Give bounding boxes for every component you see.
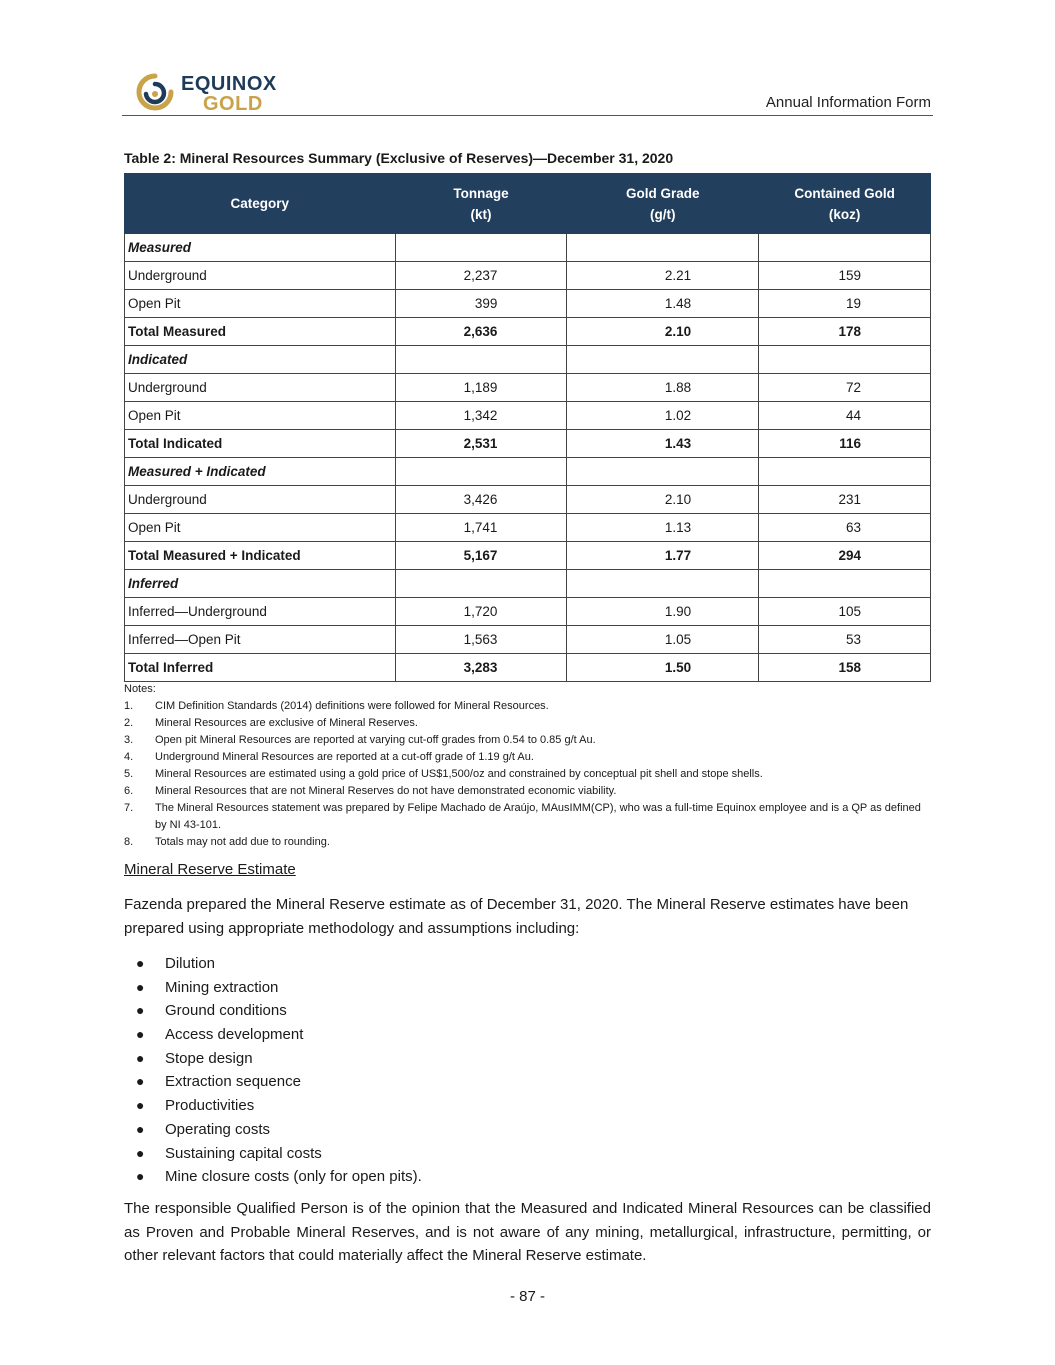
- row-category-cell: Open Pit: [125, 290, 396, 318]
- row-category-cell: Inferred—Open Pit: [125, 626, 396, 654]
- list-item-text: Productivities: [165, 1097, 255, 1115]
- table-notes: [124, 681, 934, 851]
- note-item: [124, 732, 934, 749]
- row-value-cell: 1,720: [395, 598, 567, 626]
- row-value-cell: 178: [759, 318, 931, 346]
- row-value-cell: 116: [759, 430, 931, 458]
- row-value-cell: 1.90: [567, 598, 759, 626]
- bullet-icon: ●: [136, 978, 145, 995]
- note-item: [124, 698, 934, 715]
- list-item-text: Mine closure costs (only for open pits).: [165, 1168, 422, 1186]
- note-text: Underground Mineral Resources are reported at a cut-off grade of 1.19 g/t Au.: [155, 751, 534, 763]
- row-category-cell: Total Measured: [125, 318, 396, 346]
- section-heading: Mineral Reserve Estimate: [124, 861, 296, 878]
- row-category-cell: Open Pit: [125, 514, 396, 542]
- column-header-line2: (koz): [828, 206, 861, 222]
- bullet-icon: ●: [136, 1049, 145, 1066]
- note-text: CIM Definition Standards (2014) definitions were followed for Mineral Resources.: [155, 700, 549, 712]
- column-header: [125, 174, 396, 234]
- row-value-cell: 53: [759, 626, 931, 654]
- column-header-line1: Gold Grade: [626, 185, 700, 201]
- row-value-cell: [759, 458, 931, 486]
- table-row: [125, 626, 931, 654]
- table-header-row: [125, 174, 931, 234]
- notes-list: [124, 698, 934, 851]
- table-row: [125, 374, 931, 402]
- table-row: [125, 654, 931, 682]
- table-caption: Table 2: Mineral Resources Summary (Exclusive of Reserves)—December 31, 2020: [124, 150, 674, 166]
- row-value-cell: [567, 570, 759, 598]
- row-category-cell: Indicated: [125, 346, 396, 374]
- mineral-resources-table: [124, 173, 931, 682]
- row-value-cell: 1.50: [567, 654, 759, 682]
- logo-text-gold: GOLD: [203, 93, 263, 115]
- table-row: [125, 234, 931, 262]
- row-value-cell: 399: [395, 290, 567, 318]
- bullet-icon: ●: [136, 1073, 145, 1090]
- table-row: [125, 458, 931, 486]
- note-item: [124, 834, 934, 851]
- column-header: [395, 174, 567, 234]
- list-item-text: Mining extraction: [165, 978, 279, 996]
- column-header: [567, 174, 759, 234]
- table-row: [125, 570, 931, 598]
- column-header: [759, 174, 931, 234]
- row-value-cell: 105: [759, 598, 931, 626]
- row-category-cell: Total Inferred: [125, 654, 396, 682]
- row-value-cell: [759, 234, 931, 262]
- row-value-cell: 1.43: [567, 430, 759, 458]
- row-value-cell: 72: [759, 374, 931, 402]
- note-number: 5.: [124, 768, 134, 780]
- note-text: Mineral Resources are exclusive of Mineral Reserves.: [155, 717, 418, 729]
- table-row: [125, 290, 931, 318]
- column-header-line1: Contained Gold: [794, 185, 895, 201]
- row-value-cell: 3,283: [395, 654, 567, 682]
- row-value-cell: 159: [759, 262, 931, 290]
- row-value-cell: 294: [759, 542, 931, 570]
- note-item: [124, 783, 934, 800]
- bullet-icon: ●: [136, 955, 145, 971]
- note-item: [124, 766, 934, 783]
- row-value-cell: 2.10: [567, 318, 759, 346]
- bullet-icon: ●: [136, 1097, 145, 1114]
- note-number: 6.: [124, 785, 134, 797]
- row-value-cell: 1.05: [567, 626, 759, 654]
- list-item: [124, 1047, 422, 1071]
- row-value-cell: [395, 570, 567, 598]
- row-category-cell: Underground: [125, 486, 396, 514]
- row-value-cell: [759, 570, 931, 598]
- table-row: [125, 318, 931, 346]
- bullet-icon: ●: [136, 1002, 145, 1019]
- row-value-cell: 2,636: [395, 318, 567, 346]
- row-category-cell: Inferred: [125, 570, 396, 598]
- list-item-text: Dilution: [165, 955, 216, 972]
- note-text: Mineral Resources are estimated using a gold price of US$1,500/oz and constrained by conceptual pit shell and stope shells.: [155, 768, 763, 780]
- row-value-cell: 1,189: [395, 374, 567, 402]
- row-value-cell: 2,237: [395, 262, 567, 290]
- list-item: [124, 1118, 422, 1142]
- table-row: [125, 346, 931, 374]
- list-item-text: Sustaining capital costs: [165, 1144, 322, 1162]
- row-value-cell: 1.88: [567, 374, 759, 402]
- row-value-cell: 44: [759, 402, 931, 430]
- list-item-text: Operating costs: [165, 1120, 271, 1138]
- list-item: [124, 1142, 422, 1166]
- row-value-cell: [567, 458, 759, 486]
- table-row: [125, 430, 931, 458]
- column-header-line2: (kt): [470, 206, 492, 222]
- note-item: [124, 715, 934, 732]
- logo-text-equinox: EQUINOX: [181, 73, 277, 95]
- row-value-cell: 231: [759, 486, 931, 514]
- note-text: Open pit Mineral Resources are reported at varying cut-off grades from 0.54 to 0.85 g/t Au.: [155, 734, 596, 746]
- row-category-cell: Open Pit: [125, 402, 396, 430]
- conclusion-paragraph: The responsible Qualified Person is of the opinion that the Measured and Indicated Mineral Resources can be classified as Proven and Probable Mineral Reserves, and is not aware of any mining, metallurgical, infrastructure, permitting, or other relevant factors that could materially affect the Mineral Reserve estimate.: [124, 1200, 931, 1264]
- note-number: 8.: [124, 836, 134, 848]
- row-category-cell: Total Measured + Indicated: [125, 542, 396, 570]
- row-value-cell: 2.10: [567, 486, 759, 514]
- note-number: 4.: [124, 751, 134, 763]
- table-row: [125, 402, 931, 430]
- row-value-cell: 63: [759, 514, 931, 542]
- note-text: The Mineral Resources statement was prepared by Felipe Machado de Araújo, MAusIMM(CP), who was a full-time Equinox employee and is a QP as defined by NI 43-101.: [155, 802, 921, 831]
- list-item-text: Extraction sequence: [165, 1073, 301, 1091]
- list-item: [124, 952, 422, 976]
- row-category-cell: Measured + Indicated: [125, 458, 396, 486]
- note-number: 7.: [124, 802, 134, 814]
- row-value-cell: [395, 458, 567, 486]
- list-item-text: Access development: [165, 1026, 304, 1044]
- list-item: [124, 1070, 422, 1094]
- page-number: - 87 -: [509, 1288, 545, 1305]
- list-item: [124, 1023, 422, 1047]
- row-value-cell: 2.21: [567, 262, 759, 290]
- assumptions-list: [124, 952, 422, 1189]
- row-value-cell: [567, 346, 759, 374]
- table-row: [125, 486, 931, 514]
- row-value-cell: 158: [759, 654, 931, 682]
- logo-mark-icon: [133, 72, 177, 116]
- table-row: [125, 598, 931, 626]
- row-value-cell: 1,342: [395, 402, 567, 430]
- column-header-line1: Category: [230, 196, 290, 211]
- row-value-cell: [567, 234, 759, 262]
- note-number: 2.: [124, 717, 134, 729]
- header-divider: [122, 115, 933, 116]
- note-item: [124, 749, 934, 766]
- row-value-cell: 2,531: [395, 430, 567, 458]
- list-item: [124, 1094, 422, 1118]
- note-text: Totals may not add due to rounding.: [155, 836, 330, 848]
- row-category-cell: Measured: [125, 234, 396, 262]
- column-header-line2: (g/t): [650, 206, 676, 222]
- row-value-cell: 5,167: [395, 542, 567, 570]
- row-value-cell: 3,426: [395, 486, 567, 514]
- intro-paragraph: Fazenda prepared the Mineral Reserve estimate as of December 31, 2020. The Mineral Reserve estimates have been prepared using appropriate methodology and assumptions including:: [124, 896, 909, 937]
- row-value-cell: 1.13: [567, 514, 759, 542]
- list-item: [124, 1165, 422, 1189]
- table-row: [125, 542, 931, 570]
- list-item: [124, 976, 422, 1000]
- row-value-cell: [395, 346, 567, 374]
- row-value-cell: 1.02: [567, 402, 759, 430]
- row-value-cell: 1,563: [395, 626, 567, 654]
- table-row: [125, 262, 931, 290]
- table-row: [125, 514, 931, 542]
- list-item-text: Ground conditions: [165, 1002, 287, 1020]
- row-value-cell: 19: [759, 290, 931, 318]
- note-number: 1.: [124, 700, 134, 712]
- row-value-cell: 1.48: [567, 290, 759, 318]
- row-category-cell: Inferred—Underground: [125, 598, 396, 626]
- row-value-cell: [395, 234, 567, 262]
- bullet-icon: ●: [136, 1120, 145, 1137]
- document-title: Annual Information Form: [765, 94, 931, 111]
- list-item-text: Stope design: [165, 1049, 253, 1067]
- row-value-cell: [759, 346, 931, 374]
- note-text: Mineral Resources that are not Mineral Reserves do not have demonstrated economic viability.: [155, 785, 617, 797]
- note-item: [124, 800, 934, 834]
- column-header-line1: Tonnage: [453, 185, 509, 201]
- notes-heading: Notes:: [124, 683, 156, 695]
- row-value-cell: 1.77: [567, 542, 759, 570]
- row-category-cell: Underground: [125, 374, 396, 402]
- bullet-icon: ●: [136, 1168, 145, 1185]
- row-value-cell: 1,741: [395, 514, 567, 542]
- bullet-icon: ●: [136, 1144, 145, 1161]
- list-item: [124, 999, 422, 1023]
- table-body: [125, 234, 931, 682]
- row-category-cell: Underground: [125, 262, 396, 290]
- row-category-cell: Total Indicated: [125, 430, 396, 458]
- note-number: 3.: [124, 734, 134, 746]
- company-logo: [133, 72, 303, 116]
- bullet-icon: ●: [136, 1026, 145, 1043]
